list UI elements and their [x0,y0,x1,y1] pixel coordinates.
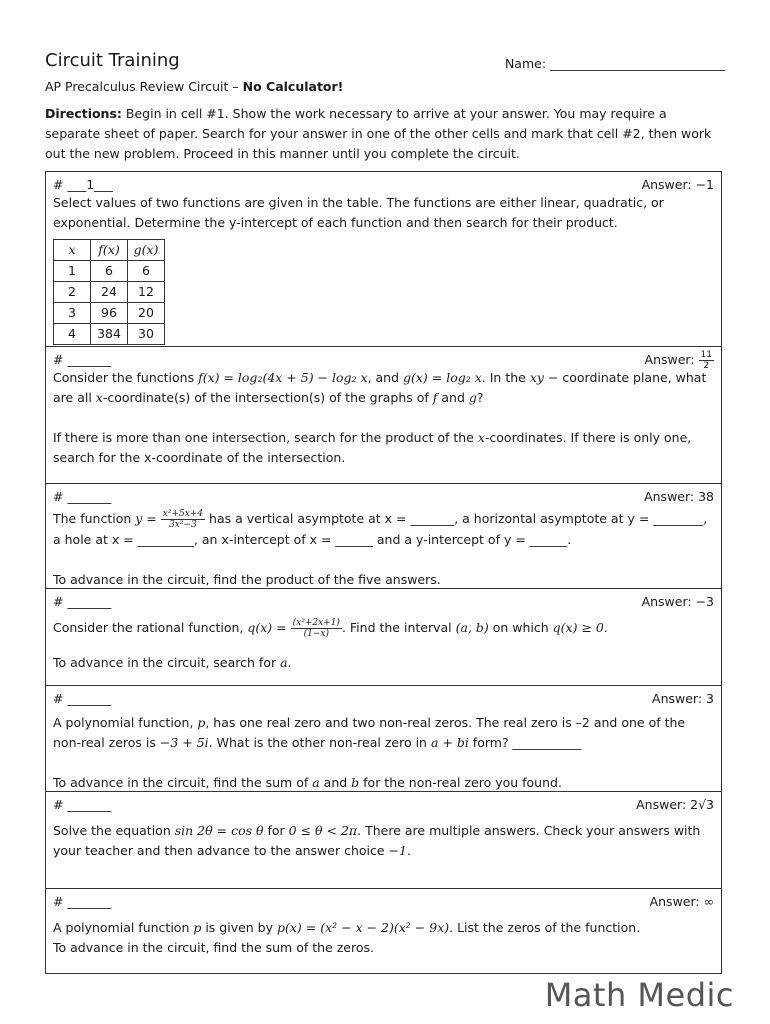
math-expression: xy − [529,370,559,385]
directions-text: Begin in cell #1. Show the work necessary to arrive at your answer. You may require a separate sheet of paper. Search for your answer in one of the other cells and mark that cell #2, then work out the new problem. Proceed in this manner until you complete the circuit. [45,106,712,161]
cell-instruction [53,653,714,673]
cell-number: # _______ [53,691,112,706]
table-cell: 384 [91,324,128,345]
table-row [54,324,165,345]
circuit-cell-6 [46,791,721,888]
table-cell: 96 [91,303,128,324]
math-expression: q(x) ≥ 0. [552,620,608,635]
fraction-denominator: 2 [703,361,710,371]
table-cell: 30 [128,324,165,345]
circuit-grid [45,171,722,974]
table-cell: 6 [128,261,165,282]
text-run: Solve the equation [53,823,175,838]
math-expression: sin 2θ = cos θ [174,823,264,838]
cell-question [53,821,714,861]
rational-fraction [161,509,205,530]
cell-question [53,509,714,550]
table-cell: 4 [54,324,91,345]
circuit-cell-2 [46,346,721,483]
text-run: Consider the rational function, [53,620,248,635]
text-run: . [287,655,292,670]
text-run: . What is the other non-real zero in [208,735,431,750]
cell-instruction: To advance in the circuit, find the product of the five answers. [53,572,441,587]
cell-instruction: To advance in the circuit, find the sum of the zeros. [53,940,374,955]
name-field-label: Name: ____________________________ [504,56,725,71]
answer-label: Answer: [644,352,699,367]
table-cell: 12 [128,282,165,303]
table-cell: 2 [54,282,91,303]
math-expression: 0 ≤ θ < 2π [288,823,358,838]
cell-question: Select values of two functions are given in the table. The functions are either linear, quadratic, or exponential. Determine the y-intercept of each function and then search for their product. [53,195,664,230]
text-run: If there is more than one intersection, search for the product of the [53,430,478,445]
table-cell: 3 [54,303,91,324]
text-run: To advance in the circuit, find the sum of [53,775,313,790]
cell-answer: Answer: 38 [644,489,714,504]
math-expression: p(x) = (x² − x − 2)(x² − 9x) [277,920,450,935]
math-expression: f(x) = log₂(4x + 5) − log₂ x [198,370,368,385]
text-run: ? [476,390,484,405]
cell-number: # _______ [53,352,112,367]
math-expression: f [432,390,438,405]
cell-answer: Answer: −3 [641,594,714,609]
answer-fraction [699,350,714,371]
math-expression: (a, b) [455,620,489,635]
header [45,50,725,94]
cell-question [53,368,714,408]
math-expression: −3 + 5i [159,735,209,750]
text-run: . In the [481,370,530,385]
fraction-numerator: 11 [700,350,712,360]
cell-answer: Answer: ∞ [649,894,714,909]
directions-label: Directions: [45,106,122,121]
math-expression: −1 [388,843,407,858]
circuit-cell-5 [46,685,721,791]
text-run: . List the zeros of the function. [449,920,641,935]
cell-answer: Answer: 3 [652,691,714,706]
circuit-cell-3 [46,483,721,588]
table-header: g(x) [128,240,165,261]
text-run: . Find the interval [341,620,456,635]
text-run: -coordinate(s) of the intersection(s) of the graphs of [102,390,433,405]
directions [45,104,725,164]
math-expression: g [468,390,477,405]
circuit-cell-1 [46,172,721,346]
cell-number: # _______ [53,594,112,609]
math-expression: x [95,390,103,405]
table-header-row [54,240,165,261]
table-row [54,261,165,282]
text-run: for the non-real zero you found. [359,775,562,790]
text-run: has a vertical asymptote at x = _______, a horizontal asymptote at y = ________, a hole at x = _________, an x-intercept of x = ______ and a y-intercept of y = ______. [53,511,708,547]
math-expression: b [351,775,360,790]
text-run: , and [367,370,403,385]
cell-answer: Answer: −1 [641,177,714,192]
math-expression: a + bi [430,735,469,750]
text-run: The function [53,511,136,526]
rational-fraction [291,618,342,639]
table-row [54,282,165,303]
cell-answer [645,350,714,371]
text-run: A polynomial function [53,920,194,935]
cell-number: # _______ [53,797,112,812]
table-row [54,303,165,324]
math-expression: g(x) = log₂ x [403,370,482,385]
text-run: for [263,823,289,838]
cell-instruction [53,773,714,793]
subtitle-bold: No Calculator! [242,79,344,94]
cell-number: # ___1___ [53,177,113,192]
text-run: A polynomial function, [53,715,198,730]
cell-number: # _______ [53,489,112,504]
cell-question [53,713,714,753]
text-run: , has one real zero and two non-real zeros. The real zero is –2 and one of the non-real zeros is [53,715,686,750]
fraction-denominator: 3x²−3 [169,520,197,530]
text-run: and [319,775,352,790]
fraction-numerator: x²+5x+4 [162,509,204,519]
cell-question [53,918,714,938]
table-cell: 24 [91,282,128,303]
cell-instruction [53,428,714,468]
text-run: and [437,390,469,405]
cell-number: # _______ [53,894,112,909]
subtitle-text: AP Precalculus Review Circuit – [45,79,243,94]
text-run: To advance in the circuit, search for [53,655,281,670]
table-header: f(x) [91,240,128,261]
math-expression: x [477,430,485,445]
text-run: coordinate plane, what are all [53,370,707,405]
math-expression: q(x) = [247,620,287,635]
text-run: form? ___________ [468,735,582,750]
table-cell: 1 [54,261,91,282]
fraction-denominator: (1−x) [303,629,329,639]
text-run: on which [488,620,553,635]
table-header: x [54,240,91,261]
text-run: Consider the functions [53,370,199,385]
fraction-numerator: (x²+2x+1) [292,618,340,628]
table-cell: 6 [91,261,128,282]
math-expression: a [280,655,288,670]
math-expression: p [193,920,202,935]
table-cell: 20 [128,303,165,324]
text-run: -coordinates. If there is only one, search for the x-coordinate of the intersection. [53,430,692,465]
page-title: Circuit Training [45,50,180,71]
math-expression: y = [135,511,157,526]
text-run: is given by [201,920,277,935]
cell-question [53,618,714,639]
cell-answer: Answer: 2√3 [636,797,714,812]
text-run: . There are multiple answers. Check your answers with your teacher and then advance to the answer choice [53,823,701,858]
circuit-cell-4 [46,588,721,685]
math-medic-logo: Math Medic [544,976,734,1014]
text-run: . [406,843,411,858]
values-table [53,239,165,345]
subtitle [45,79,725,94]
math-expression: a [312,775,320,790]
circuit-cell-7 [46,888,721,973]
math-expression: p [197,715,206,730]
